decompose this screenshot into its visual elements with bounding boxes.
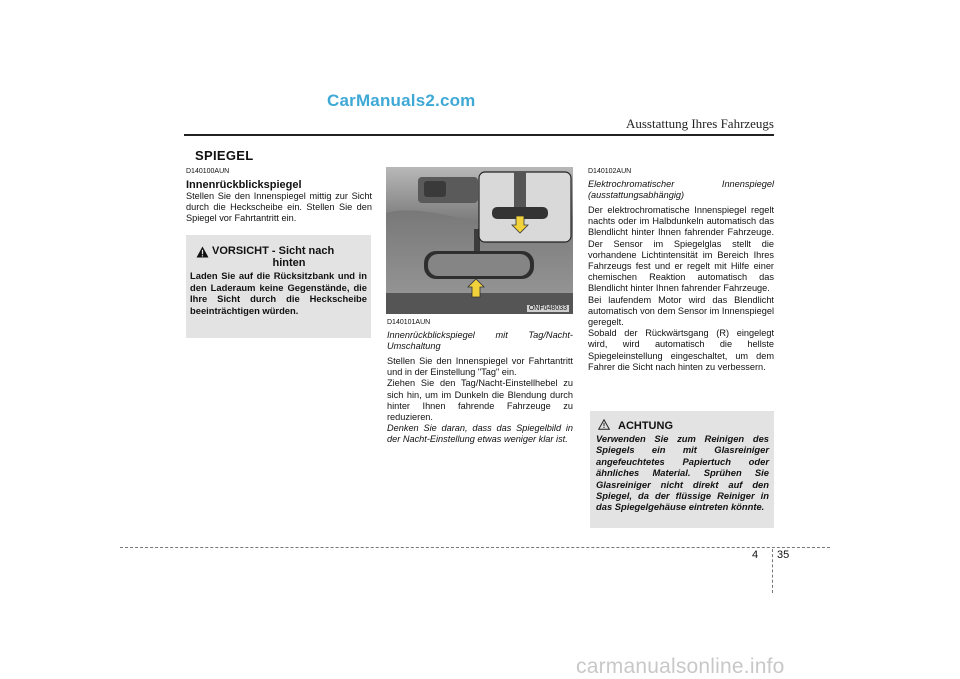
watermark-bottom[interactable]: carmanualsonline.info <box>576 655 785 678</box>
body-text: Sobald der Rückwärtsgang (R) eingelegt wird, wird automatisch die hellste Spiegeleinstellung eingeschaltet, um dem Fahrer die Sicht nach hinten zu verbessern. <box>588 328 774 372</box>
warning-outline-icon <box>598 419 610 430</box>
footer-divider <box>120 547 830 548</box>
body-text: Bei laufendem Motor wird das Blendlicht automatisch von dem Sensor im Innenspiegel geregelt. <box>588 294 774 328</box>
header-rule <box>184 134 774 136</box>
chapter-number: 4 <box>752 549 759 561</box>
section-heading: Innenrückblickspiegel mit Tag/Nacht-Umschaltung <box>387 330 573 351</box>
italic-note: Denken Sie daran, dass das Spiegelbild in der Nacht-Einstellung etwas weniger klar ist. <box>387 423 573 445</box>
achtung-text: Verwenden Sie zum Reinigen des Spiegels ein mit Glasreiniger angefeuchtetes Papiertuch oder ähnliches Material. Sprühen Sie Glasreiniger nicht direkt auf den Spiegel, da der flüssige Reiniger in das Spiegelgehäuse eintreten könnte. <box>596 433 769 513</box>
achtung-box <box>590 411 774 528</box>
mirror-photo <box>386 167 573 314</box>
column-1 <box>186 167 372 225</box>
achtung-title: ACHTUNG <box>598 419 673 432</box>
section-code: D140102AUN <box>588 168 632 175</box>
watermark-top[interactable]: CarManuals2.com <box>327 91 476 110</box>
caution-title <box>196 245 366 269</box>
caution-text: Laden Sie auf die Rücksitzbank und in den Laderaum keine Gegenstände, die Ihre Sicht durch die Heckscheibe beeinträchtigen würden. <box>190 270 367 316</box>
caution-title-line1: VORSICHT - Sicht nach <box>212 245 335 257</box>
caution-title-line2: hinten <box>272 257 306 269</box>
body-text: Der elektrochromatische Innenspiegel regelt nachts oder im Halbdunkeln automatisch das Blendlicht hinter Ihnen fahrender Fahrzeuge. Der Sensor im Spiegelglas stellt die vorhandene Lichtintensität im Bereich Ihres Fahrzeugs fest und er regelt mit Hilfe einer chemischen Reaktion automatisch das Blendlicht hinter Ihnen fahrender Fahrzeuge. <box>588 205 774 294</box>
caution-box <box>186 235 371 338</box>
section-heading: Innenrückblickspiegel <box>186 179 302 191</box>
body-text: Stellen Sie den Innenspiegel vor Fahrtantritt und in der Einstellung "Tag" ein. <box>387 356 573 378</box>
image-code: ONF048033 <box>528 305 567 312</box>
main-title: SPIEGEL <box>195 148 254 163</box>
section-code: D140101AUN <box>387 319 431 326</box>
footer-vertical-divider <box>772 549 773 593</box>
section-heading: Elektrochromatischer Innenspiegel (ausstattungsabhängig) <box>588 179 774 200</box>
page-number: 35 <box>777 549 790 561</box>
warning-icon <box>196 246 209 258</box>
section-header: Ausstattung Ihres Fahrzeugs <box>625 116 774 131</box>
column-2 <box>387 318 573 446</box>
column-3 <box>588 167 774 373</box>
body-text: Stellen Sie den Innenspiegel mittig zur Sicht durch die Heckscheibe ein. Stellen Sie den Spiegel vor Fahrtantritt ein. <box>186 191 372 224</box>
mirror-illustration <box>386 167 573 314</box>
section-code: D140100AUN <box>186 168 230 175</box>
body-text: Ziehen Sie den Tag/Nacht-Einstellhebel zu sich hin, um im Dunkeln die Blendung durch hinter Ihnen fahrende Fahrzeuge zu reduzieren. <box>387 378 573 423</box>
